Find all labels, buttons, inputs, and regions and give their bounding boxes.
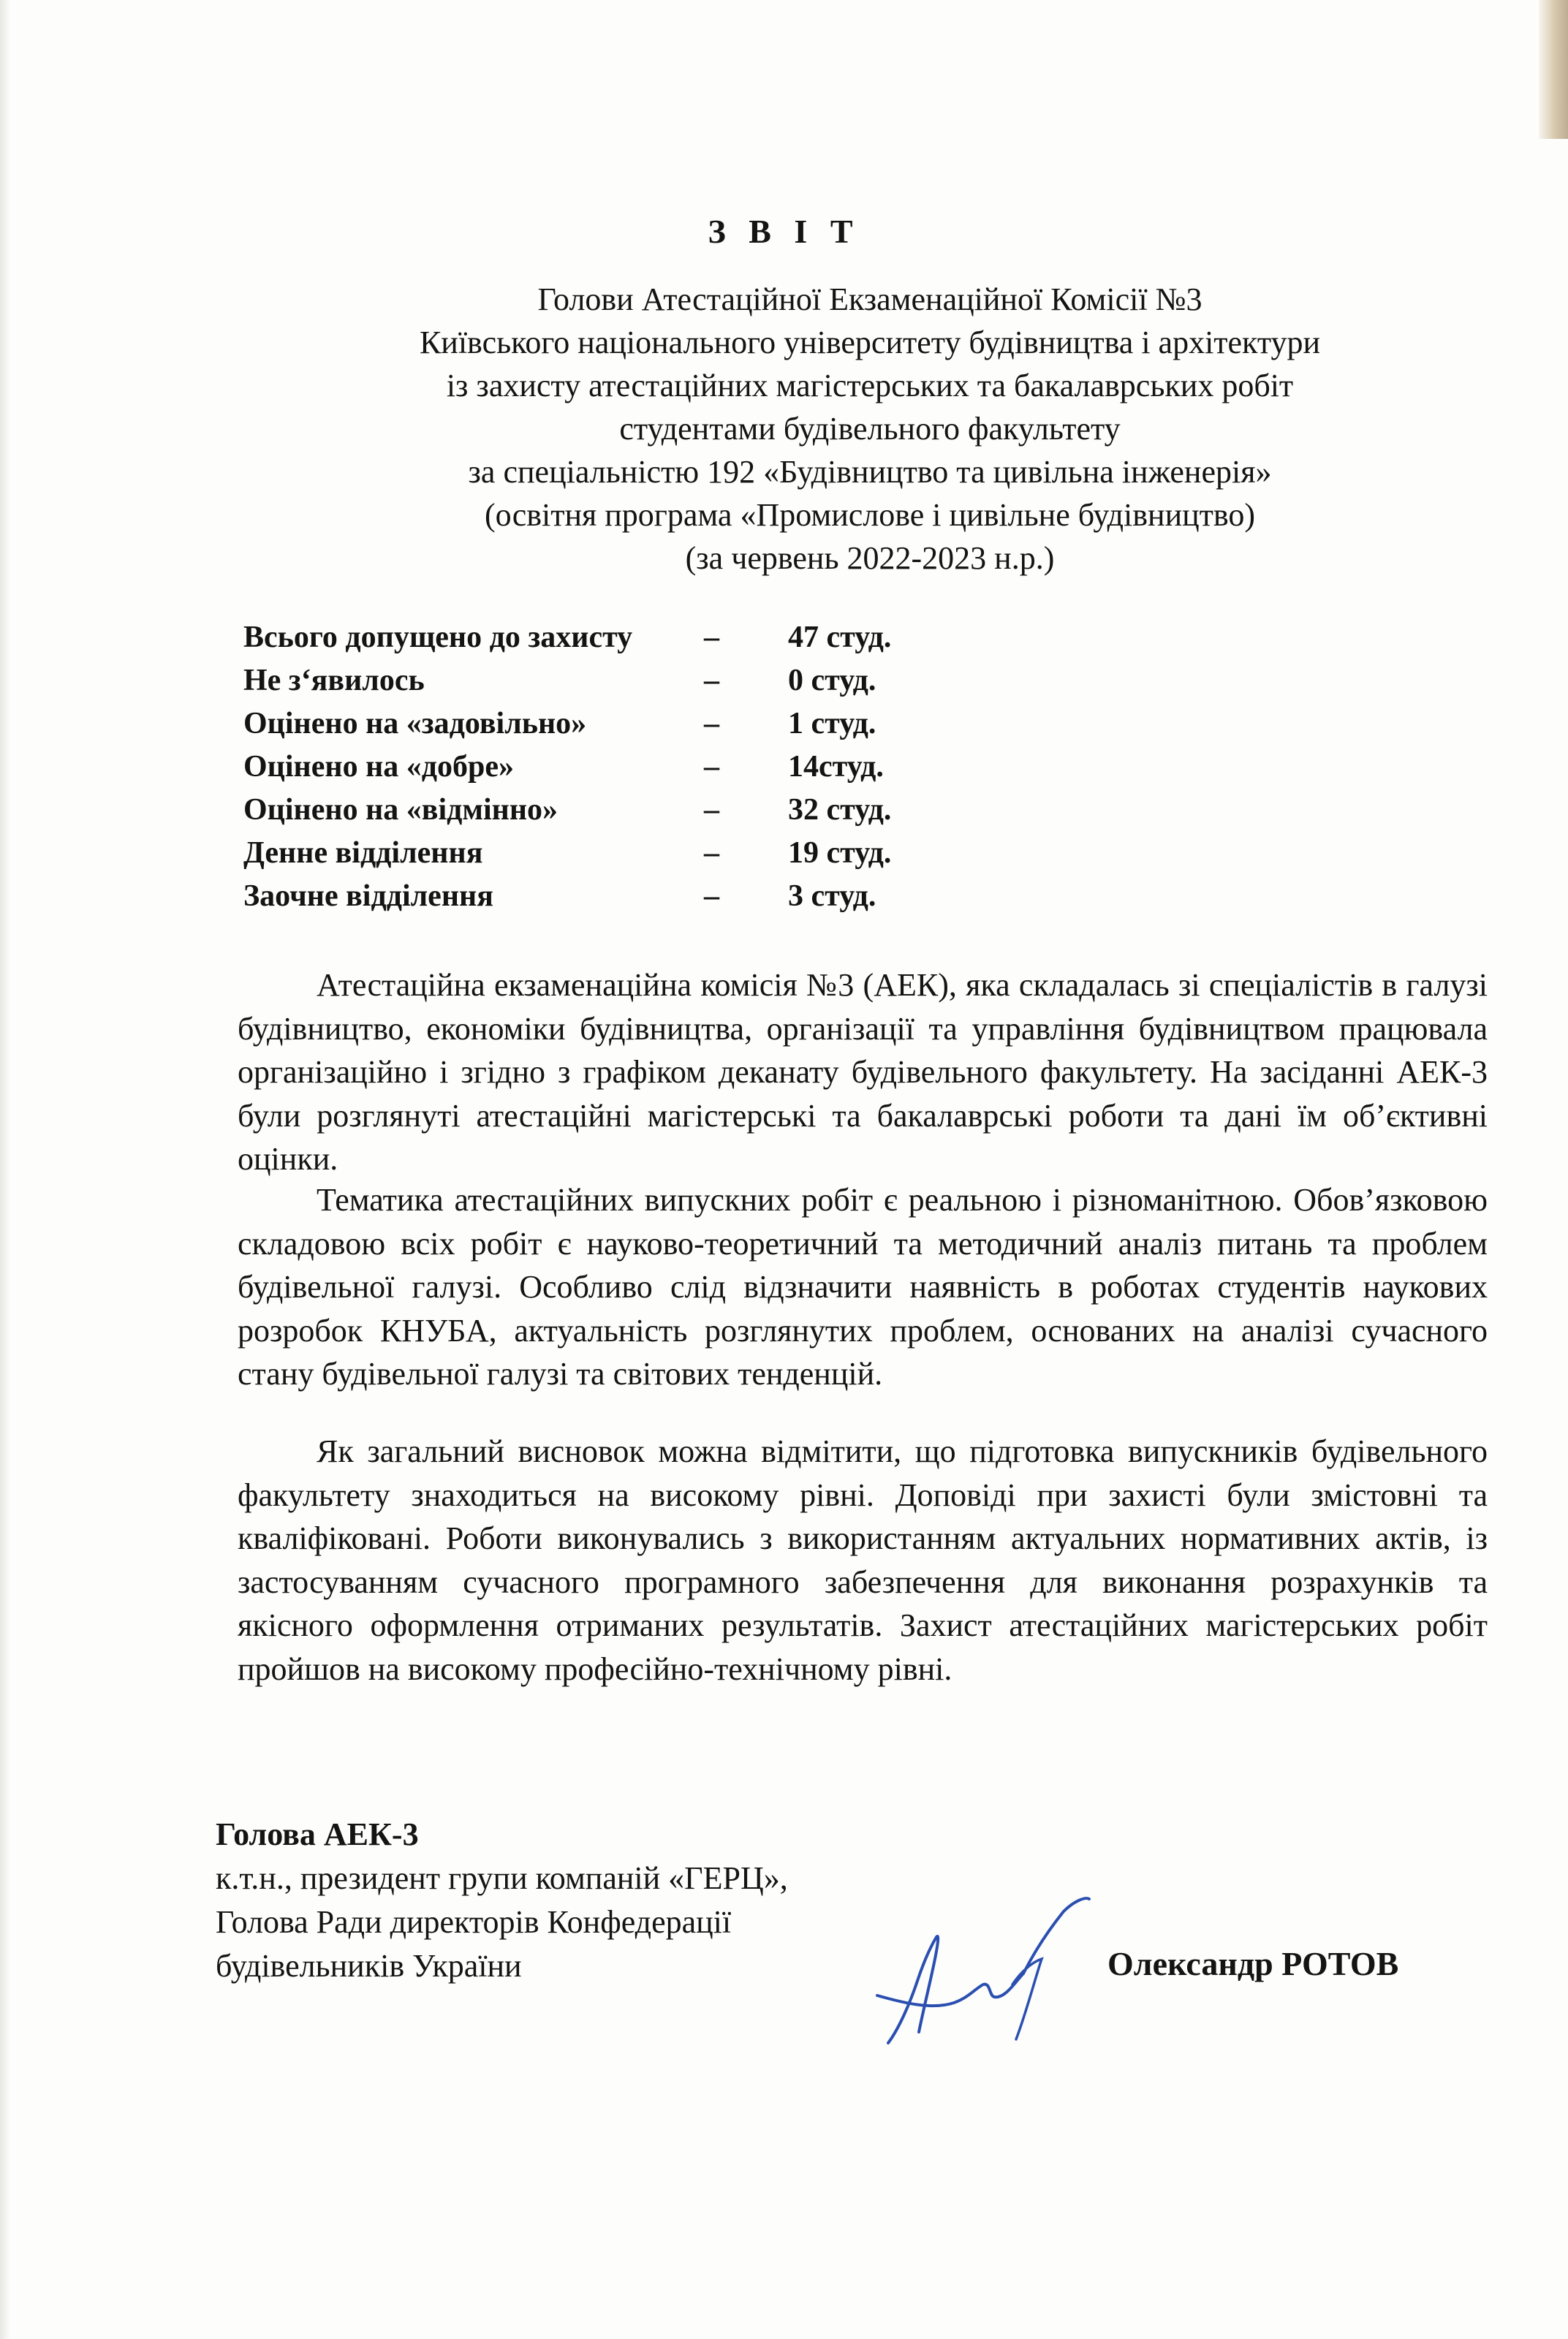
stat-value: 1 студ. [788,707,876,740]
handwritten-signature [866,1893,1100,2061]
signatory-heading: Голова АЕК-3 [216,1816,419,1852]
stat-dash: – [704,621,719,654]
report-subtitle [219,278,1520,580]
stat-label: Не з‘явилось [243,664,425,697]
stat-value: 32 студ. [788,793,892,827]
signer-name: Олександр РОТОВ [1107,1945,1399,1982]
stat-dash: – [704,707,719,740]
body-paragraph-topics: Тематика атестаційних випускних робіт є реальною і різноманітною. Обов’язковою складовою всіх робіт є науково-теоретичний та методичний аналіз питань та проблем будівельної галузі. Особливо слід відзначити наявність в роботах студентів наукових розробок КНУБА, актуальність розглянутих проблем, основаних на аналізі сучасного стану будівельної галузі та світових тенденцій. [238,1182,1488,1392]
subtitle-line: із захисту атестаційних магістерських та бакалаврських робіт [446,368,1294,403]
stat-label: Оцінено на «задовільно» [243,707,587,740]
subtitle-line: Голови Атестаційної Екзаменаційної Комісії №3 [537,281,1202,317]
signatory-position-line: Голова Ради директорів Конфедерації [216,1904,732,1940]
stat-dash: – [704,836,719,870]
scan-edge-artifact [1539,0,1568,139]
page-edge-shadow [0,0,10,2339]
subtitle-line: (за червень 2022-2023 н.р.) [685,540,1055,576]
subtitle-line: студентами будівельного факультету [619,411,1121,447]
stat-label: Оцінено на «добре» [243,750,515,784]
body-paragraph-commission: Атестаційна екзаменаційна комісія №3 (АЕК), яка складалась зі спеціалістів в галузі будівництво, економіки будівництва, організації та управління будівництвом працювала організаційно і згідно з графіком деканату будівельного факультету. На засіданні АЕК-3 були розглянуті атестаційні магістерські та бакалаврські роботи та дані їм об’єктивні оцінки. [238,967,1488,1177]
signatory-block [216,1813,788,1988]
stat-dash: – [704,879,719,913]
subtitle-line: за спеціальністю 192 «Будівництво та цивільна інженерія» [468,454,1272,490]
stat-dash: – [704,793,719,827]
stat-dash: – [704,750,719,784]
body-paragraph-conclusion: Як загальний висновок можна відмітити, що підготовка випускників будівельного факультету знаходиться на високому рівні. Доповіді при захисті були змістовні та кваліфіковані. Роботи виконувались з використанням актуальних нормативних актів, із застосуванням сучасного програмного забезпечення для виконання розрахунків та якісного оформлення отриманих результатів. Захист атестаційних магістерських робіт пройшов на високому професійно-технічному рівні. [238,1433,1488,1687]
stat-value: 19 студ. [788,836,892,870]
stat-value: 0 студ. [788,664,876,697]
stat-label: Денне відділення [243,836,483,870]
stat-dash: – [704,664,719,697]
signatory-position-line: будівельників України [216,1948,522,1984]
stat-label: Заочне відділення [243,879,493,913]
signatory-position-line: к.т.н., президент групи компаній «ГЕРЦ», [216,1860,788,1896]
stat-label: Всього допущено до захисту [243,621,633,654]
stat-value: 47 студ. [788,621,892,654]
subtitle-line: Київського національного університету будівництва і архітектури [419,325,1321,360]
stat-value: 3 студ. [788,879,876,913]
report-title: З В І Т [708,213,860,250]
stat-label: Оцінено на «відмінно» [243,793,558,827]
subtitle-line: (освітня програма «Промислове і цивільне будівництво) [484,497,1256,533]
stat-value: 14студ. [788,750,884,784]
